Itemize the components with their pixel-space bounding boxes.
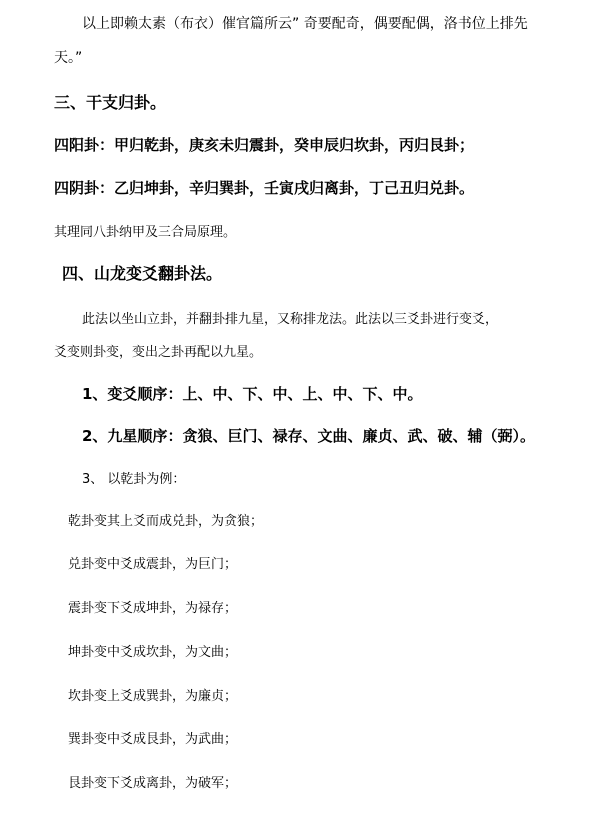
- item-1-change-order: 1、变爻顺序：上、中、下、中、上、中、下、中。: [82, 385, 423, 403]
- item-3-example-intro: 3、 以乾卦为例：: [82, 472, 186, 487]
- four-yang-line: 四阳卦：甲归乾卦，庚亥未归震卦，癸申辰归坎卦，丙归艮卦；: [54, 136, 475, 154]
- example-line: 震卦变下爻成坤卦，为禄存；: [68, 601, 238, 616]
- example-line: 坤卦变中爻成坎卦，为文曲；: [68, 645, 238, 660]
- principle-line: 其理同八卦纳甲及三合局原理。: [54, 225, 237, 240]
- example-line: 兑卦变中爻成震卦，为巨门；: [68, 557, 238, 572]
- example-line: 艮卦变下爻成离卦，为破军；: [68, 776, 238, 791]
- example-line: 巽卦变中爻成艮卦，为武曲；: [68, 732, 238, 747]
- intro-line-1: 以上即赖太素（布衣）催官篇所云” 奇要配奇，偶要配偶，洛书位上排先: [82, 16, 528, 32]
- section-3-title: 三、干支归卦。: [54, 93, 167, 112]
- four-yin-line: 四阴卦：乙归坤卦，辛归巽卦，壬寅戌归离卦，丁己丑归兑卦。: [54, 179, 475, 197]
- intro-line-2: 天。”: [54, 50, 83, 66]
- method-line-2: 爻变则卦变，变出之卦再配以九星。: [54, 345, 263, 360]
- example-line: 乾卦变其上爻而成兑卦，为贪狼；: [68, 514, 264, 529]
- item-2-star-order: 2、九星顺序：贪狼、巨门、禄存、文曲、廉贞、武、破、辅（弼）。: [82, 427, 535, 445]
- example-line: 坎卦变上爻成巽卦，为廉贞；: [68, 689, 238, 704]
- section-4-title: 四、山龙变爻翻卦法。: [62, 264, 223, 283]
- method-line-1: 此法以坐山立卦，并翻卦排九星，又称排龙法。此法以三爻卦进行变爻，: [82, 312, 499, 327]
